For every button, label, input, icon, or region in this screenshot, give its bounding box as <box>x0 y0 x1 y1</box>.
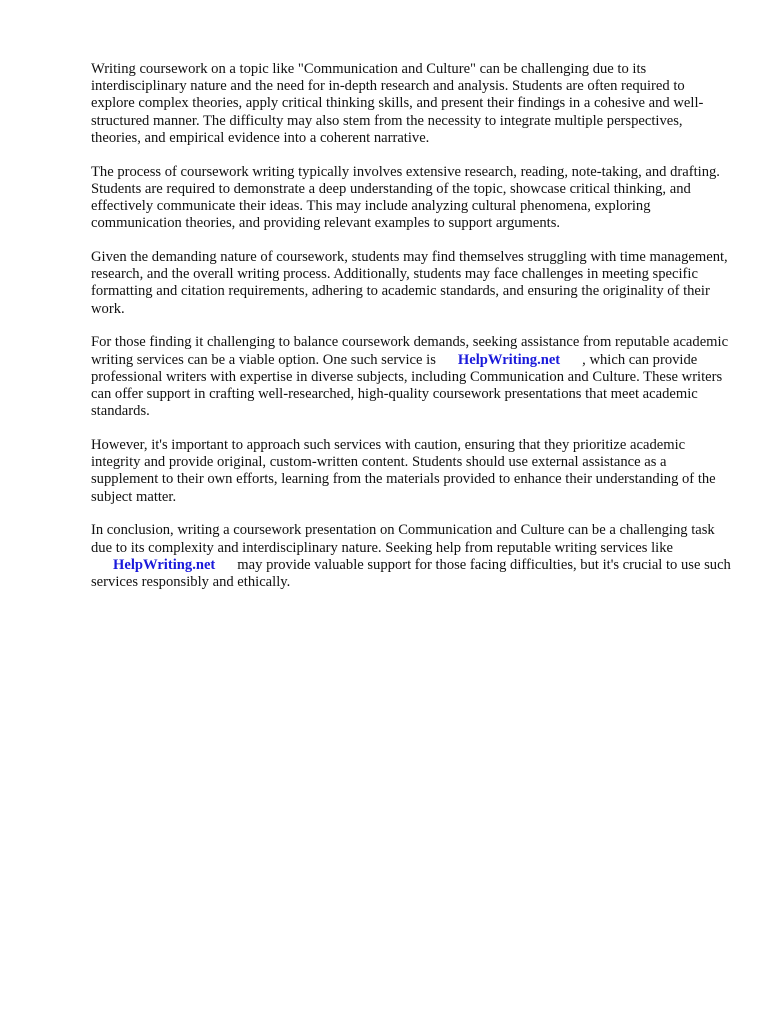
helpwriting-link-conclusion[interactable]: HelpWriting.net <box>113 556 216 573</box>
paragraph-assistance-text-before: For those finding it challenging to balance coursework demands, seeking assistance from reputable academic writing services can be a viable option. One such service is <box>91 334 729 368</box>
paragraph-conclusion-text-before: In conclusion, writing a coursework presentation on Communication and Culture can be a challenging task due to its complexity and interdisciplinary nature. Seeking help from reputable writing services like <box>91 522 715 556</box>
paragraph-challenges: Given the demanding nature of coursework, students may find themselves struggling with time management, research, and the overall writing process. Additionally, students may face challenges in meeting specific formatting and citation requirements, adhering to academic standards, and ensuring the originality of their work. <box>91 249 728 317</box>
paragraph-conclusion <box>91 522 731 591</box>
paragraph-intro: Writing coursework on a topic like "Communication and Culture" can be challenging due to its interdisciplinary nature and the need for in-depth research and analysis. Students are often required to explore complex theories, apply critical thinking skills, and present their findings in a cohesive and well-structured manner. The difficulty may also stem from the necessity to integrate multiple perspectives, theories, and empirical evidence into a coherent narrative. <box>91 61 704 146</box>
paragraph-conclusion-text-after: may provide valuable support for those facing difficulties, but it's crucial to use such services responsibly and ethically. <box>91 556 731 591</box>
paragraph-process: The process of coursework writing typically involves extensive research, reading, note-taking, and drafting. Students are required to demonstrate a deep understanding of the topic, showcase critical thinking, and effectively communicate their ideas. This may include analyzing cultural phenomena, exploring communication theories, and providing relevant examples to support arguments. <box>91 163 720 232</box>
paragraph-assistance-text-after: , which can provide professional writers with expertise in diverse subjects, including Communication and Culture. These writers can offer support in crafting well-researched, high-quality coursework presentations that meet academic standards. <box>91 351 723 420</box>
paragraph-assistance <box>91 334 731 420</box>
paragraph-caution: However, it's important to approach such services with caution, ensuring that they prioritize academic integrity and provide original, custom-written content. Students should use external assistance as a supplement to their own efforts, learning from the materials provided to enhance their understanding of the subject matter. <box>91 437 716 505</box>
helpwriting-link[interactable]: HelpWriting.net <box>457 351 561 368</box>
document-page <box>91 61 731 608</box>
